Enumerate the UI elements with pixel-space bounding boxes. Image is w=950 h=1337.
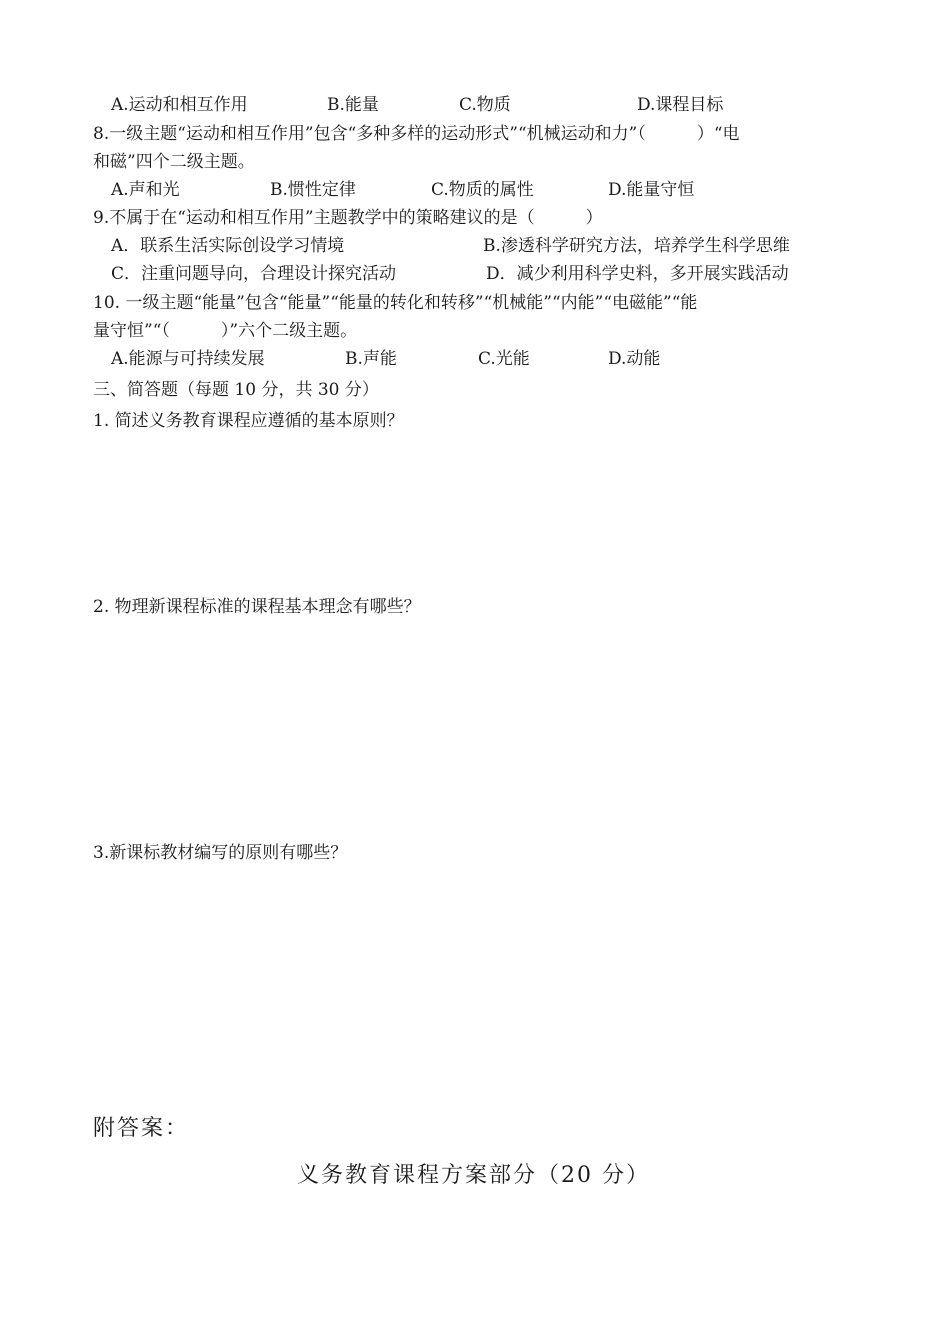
q9-option-d: D．减少利用科学史料，多开展实践活动 [486,264,789,284]
q10-option-c: C.光能 [478,349,530,369]
q8-stem-line1: 8.一级主题“运动和相互作用”包含“多种多样的运动形式”“机械运动和力”（ ）“电 [93,124,740,144]
q9-stem: 9.不属于在“运动和相互作用”主题教学中的策略建议的是（ ） [93,208,603,228]
q8-option-c: C.物质的属性 [431,180,534,200]
q9-option-b: B.渗透科学研究方法，培养学生科学思维 [483,236,790,256]
q9-option-c: C．注重问题导向，合理设计探究活动 [111,264,397,284]
q10-stem-line1: 10. 一级主题“能量”包含“能量”“能量的转化和转移”“机械能”“内能”“电磁能”“能 [93,293,698,313]
q10-option-a: A.能源与可持续发展 [111,349,265,369]
q8-option-d: D.能量守恒 [608,180,695,200]
short-answer-question-3: 3.新课标教材编写的原则有哪些？ [93,843,348,863]
q7-option-c: C.物质 [459,95,511,115]
short-answer-question-2: 2. 物理新课程标准的课程基本理念有哪些？ [93,597,421,617]
answers-section-title: 义务教育课程方案部分（20 分） [297,1163,650,1188]
q8-stem-line2: 和磁”四个二级主题。 [93,152,255,172]
q7-option-d: D.课程目标 [637,95,724,115]
q7-option-a: A.运动和相互作用 [111,95,248,115]
answers-label: 附答案： [93,1116,190,1141]
q9-option-a: A．联系生活实际创设学习情境 [111,236,345,256]
q8-option-a: A.声和光 [111,180,180,200]
q10-option-d: D.动能 [608,349,661,369]
short-answer-question-1: 1. 简述义务教育课程应遵循的基本原则？ [93,411,404,431]
q7-option-b: B.能量 [327,95,379,115]
q10-option-b: B.声能 [345,349,397,369]
q8-option-b: B.惯性定律 [270,180,356,200]
q10-stem-line2: 量守恒”“（ ）”六个二级主题。 [93,321,358,341]
section3-heading: 三、简答题（每题 10 分，共 30 分） [93,380,379,400]
